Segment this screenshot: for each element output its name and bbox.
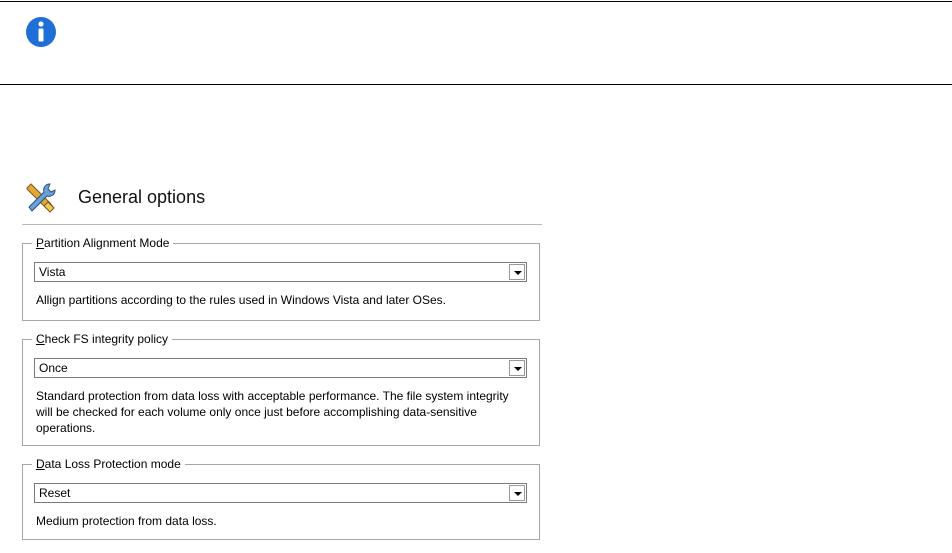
top-rule xyxy=(0,1,952,2)
dropdown-arrow-icon[interactable] xyxy=(509,485,525,501)
bottom-rule xyxy=(0,84,952,85)
partition-alignment-select[interactable] xyxy=(34,262,527,282)
group-description: Standard protection from data loss with acceptable performance. The file system integrity will be checked for each volume only once just before accomplishing data-sensitive operations. xyxy=(36,389,509,435)
info-icon xyxy=(25,16,57,48)
data-loss-protection-group xyxy=(22,457,540,540)
fs-integrity-group xyxy=(22,332,540,446)
group-label: Check FS integrity policy xyxy=(32,332,172,346)
section-title: General options xyxy=(78,187,206,207)
data-loss-protection-select[interactable] xyxy=(34,483,527,503)
group-label: Partition Alignment Mode xyxy=(32,236,173,250)
dropdown-arrow-icon[interactable] xyxy=(509,360,525,376)
dropdown-arrow-icon[interactable] xyxy=(509,264,525,280)
fs-integrity-select[interactable] xyxy=(34,358,527,378)
selected-value: Vista xyxy=(39,265,66,279)
group-label: Data Loss Protection mode xyxy=(32,457,185,471)
header-divider xyxy=(22,224,542,225)
partition-alignment-group xyxy=(22,236,540,321)
group-description: Medium protection from data loss. xyxy=(36,514,217,528)
selected-value: Reset xyxy=(39,486,71,500)
group-description: Allign partitions according to the rules used in Windows Vista and later OSes. xyxy=(36,293,446,307)
selected-value: Once xyxy=(39,361,68,375)
general-options-header xyxy=(22,176,542,226)
tools-icon xyxy=(22,180,58,216)
